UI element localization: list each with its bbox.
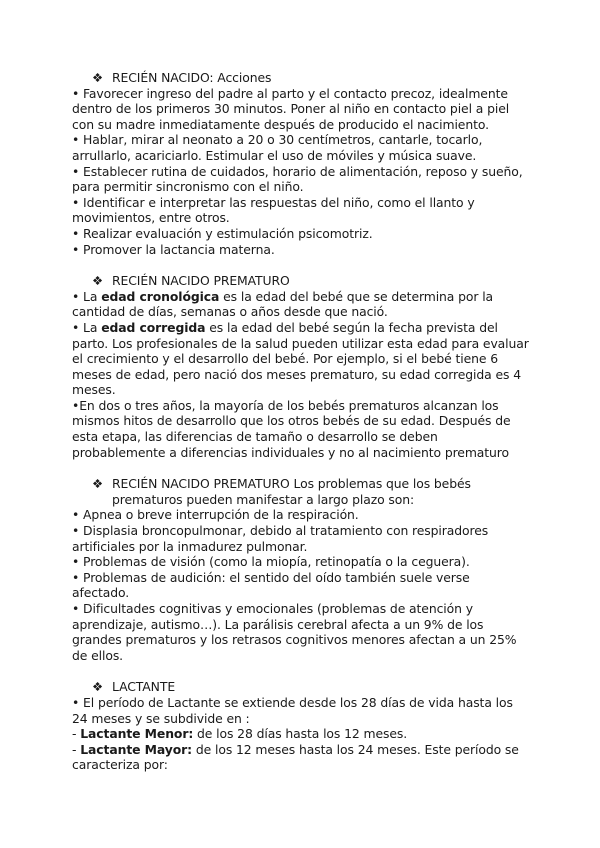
paragraph: • Establecer rutina de cuidados, horario de alimentación, reposo y sueño, para permitir sincronismo con el niño. (72, 163, 523, 195)
heading-text: RECIÉN NACIDO: Acciones (112, 70, 272, 85)
paragraph (72, 742, 530, 773)
paragraph: • Displasia broncopulmonar, debido al tratamiento con respiradores artificiales por la inmadurez pulmonar. (72, 523, 489, 554)
bold-term: Lactante Mayor: (80, 741, 193, 757)
paragraph: • Problemas de visión (como la miopía, retinopatía o la ceguera). (72, 554, 470, 570)
heading-text: RECIÉN NACIDO PREMATURO (112, 273, 290, 289)
section-heading (72, 679, 530, 695)
section-heading (72, 273, 530, 289)
paragraph (72, 320, 530, 398)
text: - (72, 726, 81, 742)
section-recien-nacido-prematuro (72, 273, 530, 460)
diamond-bullet-icon: ❖ (92, 476, 104, 492)
paragraph: • El período de Lactante se extiende desde los 28 días de vida hasta los 24 meses y se subdivide en : (72, 694, 513, 726)
paragraph (72, 726, 530, 742)
text: de los 12 meses hasta los 24 meses. Este período se caracteriza por: (72, 741, 519, 773)
section-heading (72, 70, 530, 86)
section-recien-nacido-acciones (72, 70, 530, 257)
paragraph: • Promover la lactancia materna. (72, 241, 275, 257)
text: • La (72, 288, 102, 304)
diamond-bullet-icon: ❖ (92, 70, 104, 85)
diamond-bullet-icon: ❖ (92, 273, 104, 289)
heading-text: LACTANTE (112, 679, 176, 695)
paragraph: • Problemas de audición: el sentido del oído también suele verse afectado. (72, 569, 470, 601)
text: es la edad del bebé que se determina por la cantidad de días, semanas o años desde que nació. (72, 288, 494, 320)
bold-term: edad cronológica (101, 288, 220, 304)
paragraph: • Favorecer ingreso del padre al parto y el contacto precoz, idealmente dentro de los primeros 30 minutos. Poner al niño en contacto piel a piel con su madre inmediatamente después de producido el nacimiento. (72, 85, 510, 132)
section-problemas-prematuros (72, 476, 530, 663)
paragraph (72, 289, 530, 320)
section-lactante (72, 679, 530, 773)
paragraph: • Identificar e interpretar las respuestas del niño, como el llanto y movimientos, entre otros. (72, 194, 475, 226)
paragraph: • Realizar evaluación y estimulación psicomotriz. (72, 225, 373, 241)
text: • La (72, 319, 102, 335)
bold-term: Lactante Menor: (80, 726, 194, 742)
paragraph: • Apnea o breve interrupción de la respiración. (72, 507, 359, 523)
document-page (72, 70, 530, 773)
heading-text: RECIÉN NACIDO PREMATURO Los problemas que los bebés prematuros pueden manifestar a largo plazo son: (112, 476, 471, 507)
paragraph: • Hablar, mirar al neonato a 20 o 30 centímetros, cantarle, tocarlo, arrullarlo, acariciarlo. Estimular el uso de móviles y música suave. (72, 132, 483, 163)
text: - (72, 741, 81, 757)
paragraph: • Dificultades cognitivas y emocionales (problemas de atención y aprendizaje, autismo…). La parálisis cerebral afecta a un 9% de los grandes prematuros y los retrasos cognitivos menores afectan a un 25% de ellos. (72, 601, 517, 663)
text: es la edad del bebé según la fecha prevista del parto. Los profesionales de la salud pueden utilizar esta edad para evaluar el crecimiento y el desarrollo del bebé. Por ejemplo, si el bebé tiene 6 meses de edad, pero nació dos meses prematuro, su edad corregida es 4 meses. (72, 319, 529, 398)
paragraph: •En dos o tres años, la mayoría de los bebés prematuros alcanzan los mismos hitos de desarrollo que los otros bebés de su edad. Después de esta etapa, las diferencias de tamaño o desarrollo se deben probablemente a diferencias individuales y no al nacimiento prematuro (72, 397, 511, 460)
text: de los 28 días hasta los 12 meses. (193, 726, 408, 742)
diamond-bullet-icon: ❖ (92, 679, 104, 695)
section-heading (72, 476, 530, 507)
bold-term: edad corregida (101, 319, 206, 335)
